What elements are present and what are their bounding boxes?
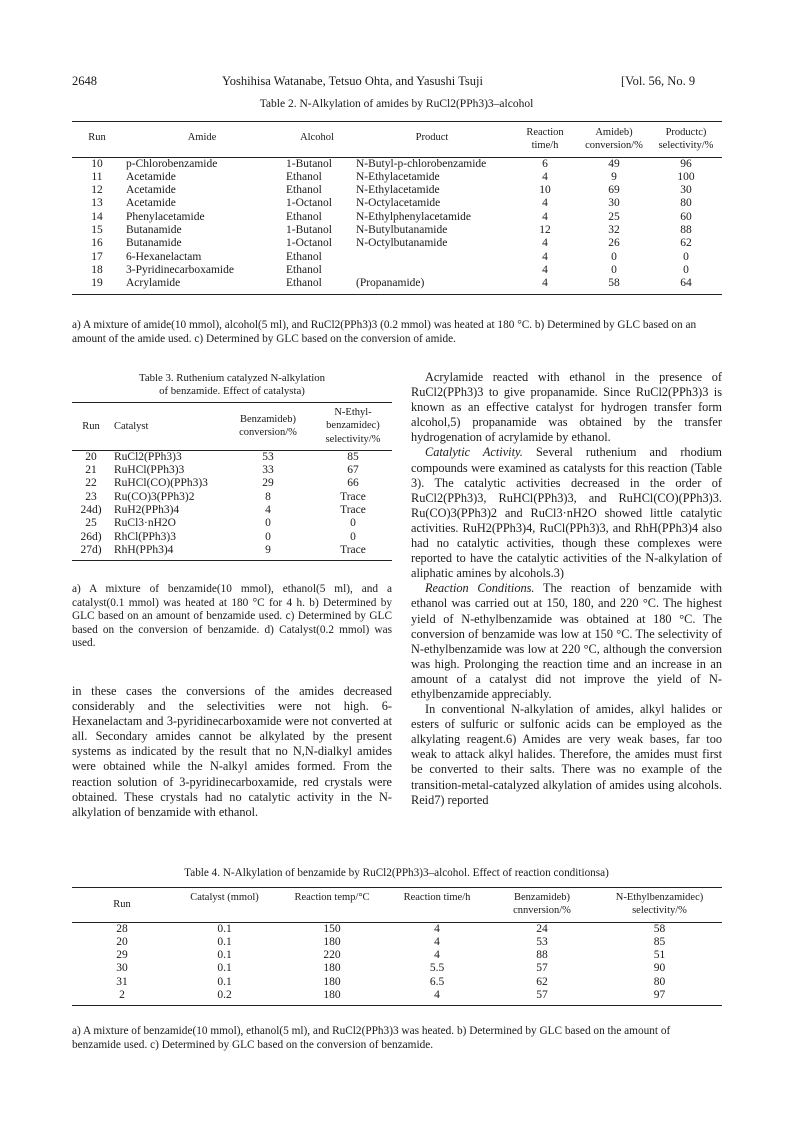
table2-cell: 4 — [542, 237, 548, 250]
table4-cell: 88 — [536, 949, 548, 962]
table4-header-row — [72, 891, 722, 918]
table2-cell: N-Ethylacetamide — [356, 184, 440, 197]
table4-row — [72, 949, 722, 962]
table4-cell: 80 — [653, 975, 666, 988]
table4-header: Run — [113, 899, 131, 910]
table2-cell: 64 — [680, 277, 692, 290]
table4-header: N-Ethylbenzamidec) selectivity/% — [615, 892, 704, 917]
table3-cell: RhCl(PPh3)3 — [114, 530, 176, 543]
table2-cell: 88 — [680, 224, 692, 237]
table4-footnote: a) A mixture of benzamide(10 mmol), ethanol(5 ml), and RuCl2(PPh3)3 was heated. b) Determined by GLC based on the amount of benzamide used. c) Determined by GLC based on the conversion of benzamide. — [72, 1025, 671, 1051]
table3-cell: 26d) — [80, 530, 102, 543]
table3-cell: Trace — [340, 490, 366, 503]
table2-cell: 16 — [91, 237, 103, 250]
table4-header: Catalyst (mmol) — [190, 892, 259, 903]
table2-row — [72, 237, 722, 250]
table2-cell: Ethanol — [286, 250, 322, 263]
table2-cell: Butanamide — [126, 224, 182, 237]
table3-cell: RuCl2(PPh3)3 — [114, 450, 182, 463]
table3-cell: 25 — [85, 517, 97, 530]
table3-caption-line: Table 3. Ruthenium catalyzed N-alkylation — [138, 372, 326, 384]
table2-row — [72, 157, 722, 171]
table2-cell: 69 — [608, 184, 620, 197]
table2-cell: Phenylacetamide — [126, 210, 205, 223]
table3-cell: 66 — [347, 477, 359, 490]
table3-header: Benzamideb) conversion/% — [239, 414, 297, 439]
table2-cell: 80 — [680, 197, 692, 210]
table2-cell: (Propanamide) — [356, 277, 425, 290]
table3-cell: 33 — [262, 464, 274, 477]
table4-cell: 51 — [653, 949, 666, 962]
table2-cell: Acetamide — [126, 170, 176, 183]
table3-cell: 0 — [265, 530, 271, 543]
table2-cell: 10 — [91, 157, 103, 170]
table2-cell — [352, 251, 512, 264]
table3-cell: 53 — [262, 450, 274, 463]
table2-cell: Butanamide — [126, 237, 182, 250]
table2-row — [72, 171, 722, 184]
table4-header: Reaction time/h — [403, 892, 471, 903]
table2-cell: 60 — [680, 210, 692, 223]
table3-cell: 8 — [265, 490, 271, 503]
table2-cell: 18 — [91, 263, 103, 276]
table2-cell: Ethanol — [286, 170, 322, 183]
table2-cell: 1-Butanol — [286, 224, 332, 237]
table2-cell: Acrylamide — [126, 277, 181, 290]
table2-row — [72, 277, 722, 290]
page-number: 2648 — [72, 74, 97, 88]
table4-row — [72, 976, 722, 989]
table4-cell: 24 — [536, 922, 548, 935]
table4-caption: Table 4. N-Alkylation of benzamide by RuCl2(PPh3)3–alcohol. Effect of reaction conditionsa) — [184, 867, 609, 879]
table3-cell: Trace — [340, 504, 366, 517]
table4-cell: 2 — [119, 989, 125, 1002]
table2-cell: N-Octylbutanamide — [356, 237, 448, 250]
table2-row — [72, 251, 722, 264]
table4-cell: 29 — [116, 949, 128, 962]
right-column-text — [411, 370, 722, 808]
table4-cell: 0.1 — [217, 935, 232, 948]
table2-cell: 4 — [542, 170, 548, 183]
table2-cell: 19 — [91, 277, 103, 290]
table2-cell: 100 — [677, 170, 695, 183]
table4-cell: 0.2 — [217, 989, 232, 1002]
table3-caption — [72, 372, 392, 399]
table4-cell: 53 — [536, 935, 548, 948]
table2-cell: 15 — [91, 224, 103, 237]
table2-footnote: a) A mixture of amide(10 mmol), alcohol(5 ml), and RuCl2(PPh3)3 (0.2 mmol) was heated at 180 °C. b) Determined by GLC based on an amount of the amide used. c) Determined by GLC based on the conversion of amide. — [72, 319, 697, 345]
table2-cell — [352, 264, 512, 277]
table4-cell: 57 — [536, 962, 548, 975]
table3-cell: 22 — [85, 477, 97, 490]
table2-cell: 1-Octanol — [286, 237, 332, 250]
table2-cell: 13 — [91, 197, 103, 210]
table3-footnote: a) A mixture of benzamide(10 mmol), ethanol(5 ml), and a catalyst(0.1 mmol) was heated at 180 °C for 4 h. b) Determined by GLC based on an amount of benzamide used. c) Determined by GLC based on the conversion of benzamide. d) Catalyst(0.2 mmol) was used. — [72, 583, 392, 649]
right-paragraph: In conventional N-alkylation of amides, alkyl halides or esters of sulfuric or sulfonic acids can be employed as the alkylating reagent.6) Amides are very weak bases, far too weak to attack alkyl halides. Therefore, the amides must first be converted to their salts. There was no example of the transition-metal-catalyzed alkylation of amides using alcohols. Reid7) reported — [411, 702, 722, 807]
table3-cell: RuHCl(CO)(PPh3)3 — [114, 477, 208, 490]
table4-cell: 4 — [434, 922, 440, 935]
table2-cell: N-Ethylphenylacetamide — [356, 210, 471, 223]
table4-cell: 150 — [323, 922, 341, 935]
table2-cell: 14 — [91, 210, 103, 223]
table2-header: Alcohol — [300, 132, 334, 143]
table2-row — [72, 224, 722, 237]
table2-row — [72, 211, 722, 224]
table3-cell: 67 — [347, 464, 359, 477]
table2-cell: 6-Hexanelactam — [126, 250, 202, 263]
table2-cell: Ethanol — [286, 184, 322, 197]
table2-cell: Acetamide — [126, 184, 176, 197]
table4-header: Benzamideb) cnnversion/% — [513, 892, 571, 917]
table3-row — [72, 450, 392, 464]
table2-cell: 4 — [542, 197, 548, 210]
table4-cell: 4 — [434, 989, 440, 1002]
table2-header: Product — [415, 132, 449, 143]
table3-cell: 0 — [350, 530, 356, 543]
table4-cell: 31 — [116, 975, 128, 988]
table4-cell: 58 — [653, 922, 666, 935]
table2-cell: 0 — [683, 250, 689, 263]
table4-cell: 97 — [653, 989, 666, 1002]
table3-top-rule — [72, 402, 392, 403]
table2-cell: N-Octylacetamide — [356, 197, 441, 210]
section-heading-conditions: Reaction Conditions. — [425, 581, 535, 596]
table2-row — [72, 197, 722, 210]
table2-cell: Ethanol — [286, 263, 322, 276]
table2-cell: 25 — [608, 210, 620, 223]
table3-cell: 0 — [265, 517, 271, 530]
table2-cell: 26 — [608, 237, 620, 250]
table3-cell: Trace — [340, 543, 366, 556]
table3-cell: 21 — [85, 464, 97, 477]
table3-cell: 20 — [85, 450, 97, 463]
table4-cell: 180 — [323, 975, 341, 988]
table3-row — [72, 517, 392, 530]
table2-cell: 0 — [611, 250, 617, 263]
table2-cell: 0 — [611, 263, 617, 276]
table3-row — [72, 464, 392, 477]
table4-cell: 6.5 — [429, 975, 445, 988]
volume-info: [Vol. 56, No. 9 — [621, 74, 696, 88]
section-heading-catalytic: Catalytic Activity. — [425, 445, 523, 460]
table4-cell: 30 — [116, 962, 128, 975]
table3-cell: 9 — [265, 543, 271, 556]
table2-cell: 4 — [542, 277, 548, 290]
table4-cell: 0.1 — [217, 975, 232, 988]
table2-header: Productc) selectivity/% — [658, 127, 714, 152]
table3-row — [72, 531, 392, 544]
running-authors: Yoshihisa Watanabe, Tetsuo Ohta, and Yasushi Tsuji — [222, 74, 483, 88]
table3-cell: RuH2(PPh3)4 — [114, 504, 180, 517]
table2-header: Reaction time/h — [526, 127, 564, 152]
right-paragraph: Several ruthenium and rhodium compounds were examined as catalysts for this reaction (Table 3). The catalytic activities decreased in the order of RuCl2(PPh3)3, RuHCl(PPh3)3, and RuHCl(CO)(PPh3)3. Ru(CO)3(PPh3)2 and RuCl3·nH2O showed little catalytic activities. RuH2(PPh3)4, RuCl(PPh3)3, and RhH(PPh3)4 also had no catalytic activities, though these complexes were reported to have the catalytic activities of the N-alkylation of aliphatic amines by alcohols.3) — [411, 445, 722, 581]
table2-cell: 12 — [91, 184, 103, 197]
table2-cell: Ethanol — [286, 210, 322, 223]
table2-cell: Ethanol — [286, 277, 322, 290]
table2-header: Amide — [187, 132, 217, 143]
table4-header: Reaction temp/°C — [294, 892, 370, 903]
table4-row — [72, 936, 722, 949]
table4-cell: 57 — [536, 989, 548, 1002]
table4-cell: 0.1 — [217, 922, 232, 935]
table4-cell: 4 — [434, 935, 440, 948]
table3-cell: 23 — [85, 490, 97, 503]
table2-cell: Acetamide — [126, 197, 176, 210]
left-paragraph: in these cases the conversions of the amides decreased considerably and the selectivities were not high. 6-Hexanelactam and 3-pyridinecarboxamide were not converted at all. Secondary amides cannot be alkylated by the present systems as indicated by the result that no N,N-dialkyl amides were obtained while the N-alkyl amides formed. From the reaction solution of 3-pyridinecarboxamide, red crystals were obtained. These crystals had no catalytic activity in the N-alkylation of benzamide with ethanol. — [72, 684, 392, 819]
table4-cell: 180 — [323, 962, 341, 975]
table4-cell: 220 — [323, 949, 341, 962]
table2-row — [72, 264, 722, 277]
table2-cell: 12 — [539, 224, 551, 237]
table3-cell: RuHCl(PPh3)3 — [114, 464, 185, 477]
table3-row — [72, 544, 392, 557]
table4-cell: 180 — [323, 989, 341, 1002]
table4-cell: 90 — [653, 962, 666, 975]
table2-top-rule — [72, 121, 722, 122]
table2-cell: 32 — [608, 224, 620, 237]
table2-header: Run — [88, 132, 106, 143]
table2-cell: N-Butyl-p-chlorobenzamide — [356, 157, 487, 170]
table2-header: Amideb) conversion/% — [585, 127, 643, 152]
table2-cell: 1-Octanol — [286, 197, 332, 210]
table2-cell: 49 — [608, 157, 620, 170]
right-paragraph: Acrylamide reacted with ethanol in the presence of RuCl2(PPh3)3 to give propanamide. Since RuCl2(PPh3)3 is known as an effective catalyst for hydrogen transfer form alcohol,5) propanamide was obtained by the transfer hydrogenation of acrylamide by ethanol. — [411, 370, 722, 445]
table3-cell: RuCl3·nH2O — [114, 517, 176, 530]
table2-cell: N-Ethylacetamide — [356, 170, 440, 183]
table2-cell: 62 — [680, 237, 692, 250]
table4-cell: 0.1 — [217, 962, 232, 975]
table4-cell: 4 — [434, 949, 440, 962]
table3-caption-line: of benzamide. Effect of catalysta) — [159, 385, 305, 398]
table4-cell: 20 — [116, 935, 128, 948]
table2-cell: 96 — [680, 157, 692, 170]
table3-cell: 29 — [262, 477, 274, 490]
table2-cell: p-Chlorobenzamide — [126, 157, 218, 170]
table4-cell: 0.1 — [217, 949, 232, 962]
table2 — [72, 126, 722, 295]
table3-cell: 24d) — [80, 504, 102, 517]
table2-cell: N-Butylbutanamide — [356, 224, 448, 237]
table2-cell: 3-Pyridinecarboxamide — [126, 263, 234, 276]
table2-cell: 9 — [611, 170, 617, 183]
table3-row — [72, 491, 392, 504]
table4-cell: 62 — [536, 975, 548, 988]
left-column-text — [72, 684, 392, 820]
table4-cell: 180 — [323, 935, 341, 948]
table2-cell: 0 — [683, 263, 689, 276]
table2-cell: 10 — [539, 184, 551, 197]
table3 — [72, 406, 392, 561]
table3-cell: 85 — [347, 450, 359, 463]
table3-cell: Ru(CO)3(PPh3)2 — [114, 490, 195, 503]
table2-cell: 4 — [542, 263, 548, 276]
table4-cell: 5.5 — [429, 962, 445, 975]
right-paragraph: The reaction of benzamide with ethanol was carried out at 150, 180, and 220 °C. The highest yield of N-ethylbenzamide was obtained at 180 °C. The conversion of benzamide was low at 150 °C. The selectivity of N-ethylbenzamide was low at 220 °C, although the conversion was high. Prolonging the reaction time and an increase in an amount of a catalyst did not improve the yield of N-ethylbenzamide appreciably. — [411, 581, 722, 701]
table3-row — [72, 477, 392, 490]
table2-cell: 17 — [91, 250, 103, 263]
table3-cell: 27d) — [80, 543, 102, 556]
table2-cell: 30 — [608, 197, 620, 210]
table2-cell: 11 — [91, 170, 103, 183]
table2-cell: 1-Butanol — [286, 157, 332, 170]
table4-row — [72, 989, 722, 1002]
table4-row — [72, 962, 722, 975]
table3-row — [72, 504, 392, 517]
table3-header-row — [72, 406, 392, 446]
table2-cell: 58 — [608, 277, 620, 290]
table3-header: Catalyst — [114, 421, 149, 432]
table4-cell: 85 — [653, 935, 666, 948]
table3-cell: 4 — [265, 504, 271, 517]
table3-cell: RhH(PPh3)4 — [114, 543, 174, 556]
table3-cell: 0 — [350, 517, 356, 530]
table2-cell: 30 — [680, 184, 692, 197]
table2-cell: 4 — [542, 250, 548, 263]
table4-top-rule — [72, 887, 722, 888]
table2-row — [72, 184, 722, 197]
table2-caption: Table 2. N-Alkylation of amides by RuCl2(PPh3)3–alcohol — [259, 98, 534, 110]
table4 — [72, 891, 722, 1006]
table4-cell: 28 — [116, 922, 128, 935]
table2-cell: 6 — [542, 157, 548, 170]
table3-header: N-Ethyl-benzamidec) selectivity/% — [325, 407, 381, 445]
table2-cell: 4 — [542, 210, 548, 223]
table4-row — [72, 922, 722, 936]
table2-header-row — [72, 126, 722, 153]
table3-header: Run — [82, 421, 100, 432]
